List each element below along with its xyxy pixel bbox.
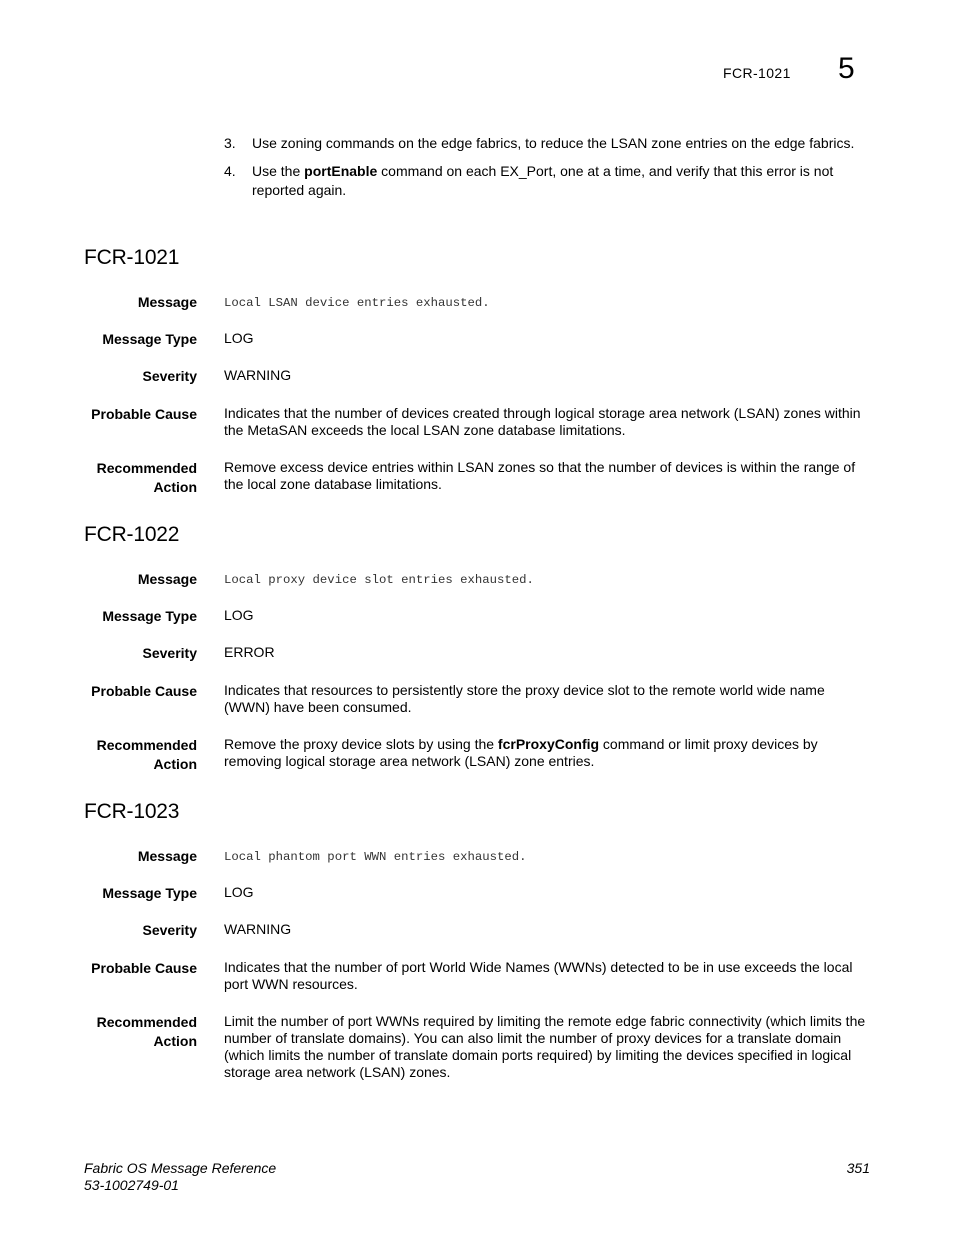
command-name: portEnable — [304, 163, 378, 179]
message-type-value: LOG — [224, 607, 254, 623]
probable-cause-text: Indicates that resources to persistently store the proxy device slot to the remote world wide name (WWN) have been consumed. — [224, 682, 825, 715]
command-name: fcrProxyConfig — [497, 736, 600, 752]
label-probable-cause: Probable Cause — [91, 406, 197, 422]
label-message: Message — [137, 294, 197, 310]
label-line-1: Recommended — [96, 460, 197, 476]
label-severity: Severity — [142, 922, 197, 938]
label-recommended-action — [60, 459, 197, 497]
label-message-type: Message Type — [102, 608, 197, 624]
label-line-2: Action — [153, 1033, 197, 1049]
step-text: Use zoning commands on the edge fabrics, to reduce the LSAN zone entries on the edge fabrics. — [252, 135, 855, 151]
step-text-pre: Use the — [252, 163, 305, 179]
label-line-2: Action — [153, 756, 197, 772]
message-text: Local LSAN device entries exhausted. — [224, 296, 490, 310]
recommended-action-text: Limit the number of port WWNs required by limiting the remote edge fabric connectivity (which limits the number of translate domains). You can also limit the number of proxy devices for a translate domain (which limits the number of translate domain ports required) by limiting the devices specified in logical storage area network (LSAN) zones. — [224, 1013, 866, 1080]
label-message: Message — [137, 848, 197, 864]
step-number: 4. — [224, 163, 236, 179]
running-header-section: FCR-1021 — [723, 65, 791, 81]
label-probable-cause: Probable Cause — [91, 960, 197, 976]
severity-value: ERROR — [224, 644, 275, 660]
step-4 — [224, 162, 874, 200]
action-text-post: command or limit proxy devices by removing logical storage area network (LSAN) zone entries. — [224, 736, 818, 769]
message-type-value: LOG — [224, 884, 254, 900]
message-type-value: LOG — [224, 330, 254, 346]
label-severity: Severity — [142, 368, 197, 384]
label-probable-cause: Probable Cause — [91, 683, 197, 699]
step-number: 3. — [224, 135, 236, 151]
probable-cause-text: Indicates that the number of port World Wide Names (WWNs) detected to be in use exceeds the local port WWN resources. — [224, 959, 853, 992]
label-message-type: Message Type — [102, 885, 197, 901]
message-text: Local proxy device slot entries exhausted. — [224, 573, 534, 587]
procedure-steps — [224, 134, 874, 209]
footer-title: Fabric OS Message Reference — [84, 1160, 277, 1176]
step-3 — [224, 134, 874, 153]
recommended-action-text: Remove excess device entries within LSAN zones so that the number of devices is within the range of the local zone database limitations. — [224, 459, 856, 492]
recommended-action-text — [224, 736, 872, 770]
label-message-type: Message Type — [102, 331, 197, 347]
label-line-1: Recommended — [96, 737, 197, 753]
footer-doc-number: 53-1002749-01 — [84, 1177, 179, 1193]
label-recommended-action — [60, 1013, 197, 1051]
step-text-post: command on each EX_Port, one at a time, and verify that this error is not reported again. — [252, 163, 834, 198]
severity-value: WARNING — [224, 367, 292, 383]
message-text: Local phantom port WWN entries exhausted. — [224, 850, 527, 864]
probable-cause-text: Indicates that the number of devices created through logical storage area network (LSAN) zones within the MetaSAN exceeds the local LSAN zone database limitations. — [224, 405, 861, 438]
entry-heading: FCR-1021 — [84, 246, 180, 269]
label-recommended-action — [60, 736, 197, 774]
footer-document-info — [84, 1160, 276, 1194]
chapter-number: 5 — [838, 52, 855, 85]
label-line-1: Recommended — [96, 1014, 197, 1030]
severity-value: WARNING — [224, 921, 292, 937]
label-message: Message — [137, 571, 197, 587]
action-text-pre: Remove the proxy device slots by using the — [224, 736, 498, 752]
entry-heading: FCR-1023 — [84, 800, 180, 823]
entry-heading: FCR-1022 — [84, 523, 180, 546]
label-severity: Severity — [142, 645, 197, 661]
label-line-2: Action — [153, 479, 197, 495]
page-number: 351 — [846, 1160, 870, 1176]
